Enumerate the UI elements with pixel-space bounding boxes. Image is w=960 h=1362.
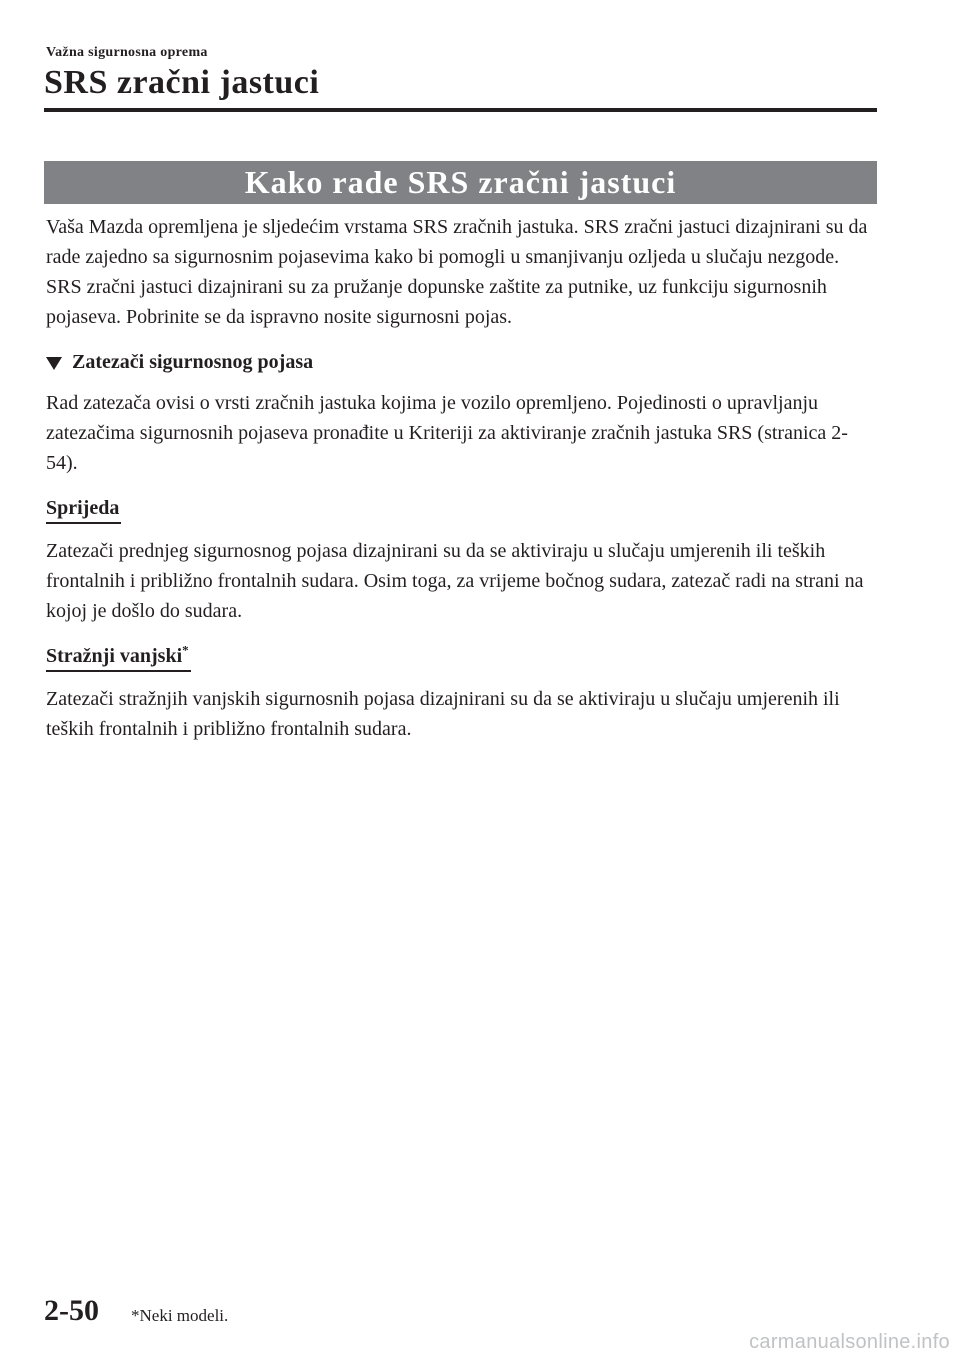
front-paragraph: Zatezači prednjeg sigurnosnog pojasa dizajnirani su da se aktiviraju u slučaju umjerenih ili teških frontalnih i približno frontalnih sudara. Osim toga, za vrijeme bočnog sudara, zatezač radi na strani na kojoj je došlo do sudara. (46, 540, 864, 622)
pretensioners-heading-text: Zatezači sigurnosnog pojasa (72, 351, 314, 373)
intro-paragraph-1: Vaša Mazda opremljena je sljedećim vrstama SRS zračnih jastuka. SRS zračni jastuci dizajnirani su da rade zajedno sa sigurnosnim pojasevima kako bi pomogli u smanjivanju ozljeda u slučaju nezgode. (46, 216, 868, 268)
title-divider (44, 108, 877, 112)
triangle-bullet-icon (46, 357, 62, 370)
front-heading-text: Sprijeda (46, 497, 120, 519)
pretensioners-paragraph: Rad zatezača ovisi o vrsti zračnih jastuka kojima je vozilo opremljeno. Pojedinosti o upravljanju zatezačima sigurnosnih pojaseva pronađite u Kriteriji za aktiviranje zračnih jastuka SRS (stranica 2-54). (46, 392, 848, 474)
banner-title: Kako rade SRS zračni jastuci (244, 164, 677, 200)
rear-outer-heading (46, 642, 191, 672)
main-content (46, 212, 876, 744)
pretensioners-heading (46, 347, 876, 377)
front-heading (46, 494, 121, 524)
page-title: SRS zračni jastuci (44, 64, 320, 101)
rear-outer-paragraph: Zatezači stražnjih vanjskih sigurnosnih pojasa dizajnirani su da se aktiviraju u slučaju umjerenih ili teških frontalnih i približno frontalnih sudara. (46, 688, 840, 740)
section-label: Važna sigurnosna oprema (46, 45, 208, 60)
footnote: *Neki modeli. (131, 1306, 229, 1325)
section-banner (44, 161, 877, 204)
watermark: carmanualsonline.info (749, 1331, 950, 1353)
rear-outer-heading-text: Stražnji vanjski (46, 645, 183, 667)
intro-paragraph-2: SRS zračni jastuci dizajnirani su za pružanje dopunske zaštite za putnike, uz funkciju sigurnosnih pojaseva. Pobrinite se da ispravno nosite sigurnosni pojas. (46, 276, 827, 328)
asterisk-marker: * (182, 642, 189, 658)
page-number: 2-50 (44, 1294, 99, 1327)
